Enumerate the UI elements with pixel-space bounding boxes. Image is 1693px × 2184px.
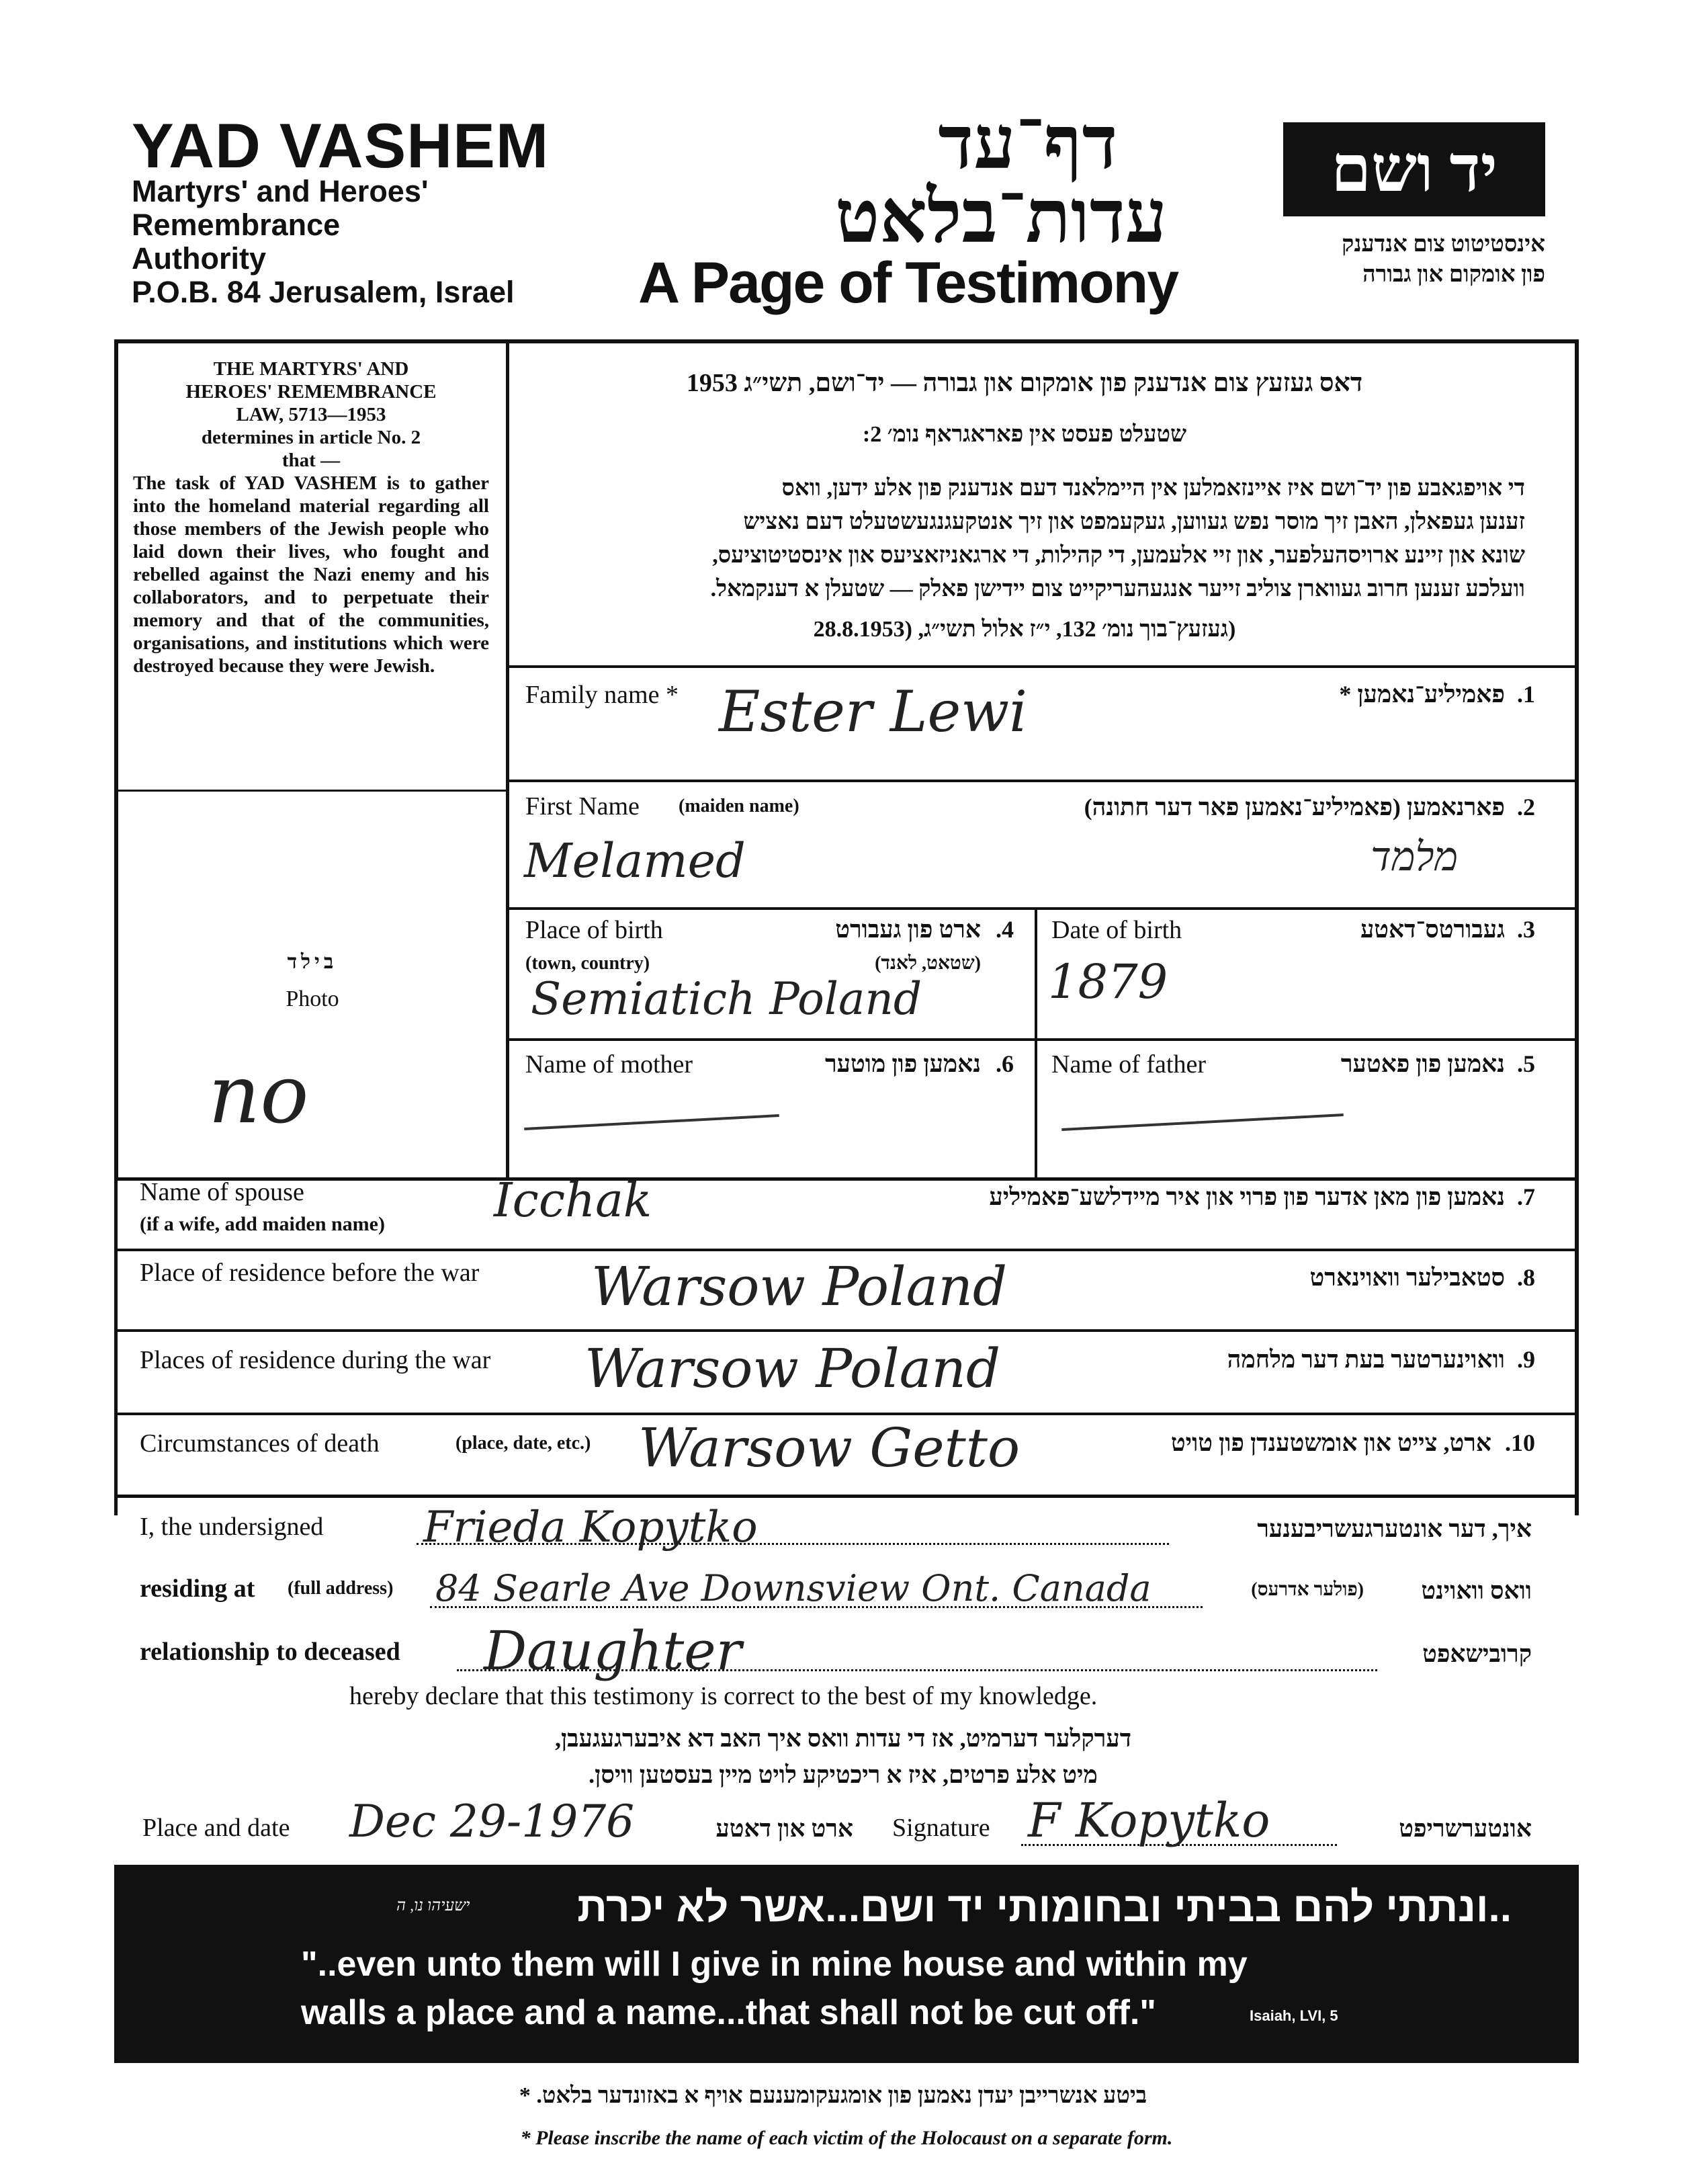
declaration-english: hereby declare that this testimony is correct to the best of my knowledge. [349,1682,1098,1710]
undersigned-value[interactable]: Frieda Kopytko [423,1503,758,1552]
footer-hebrew-note: ביטע אנשרייבן יעדן נאמען פון אומגעקומענעם אויף א באזונדער בלאט. * [519,2083,1147,2108]
field-number-1: .1 [1517,681,1535,708]
row-divider-9 [114,1495,1579,1498]
lower-left-border [114,1177,118,1515]
circumstances-of-death-note: (place, date, etc.) [455,1433,591,1454]
banner-citation: Isaiah, LVI, 5 [1250,2007,1338,2024]
first-name-note: (maiden name) [679,796,799,816]
banner-hebrew-verse: ..ונתתי להם בביתי ובחומותי יד ושם...אשר לא יכרת [577,1884,1512,1931]
field-number-7: .7 [1517,1183,1535,1210]
circumstances-of-death-label: Circumstances of death [140,1429,380,1458]
family-name-hebrew-label: פאמיליע־נאמען * [1339,681,1505,708]
undersigned-hebrew-label: איך, דער אונטערגעשריבענער [1257,1515,1532,1542]
intro-line-5: שונא און זיינע ארויסהעלפער, און זיי אלעמען, די קהילות, די ארגאניזאציעס און אינסטיטוציעס, [712,543,1525,568]
residence-before-war-label: Place of residence before the war [140,1259,480,1287]
form-top-border [114,339,1579,343]
field-number-3: .3 [1517,916,1535,943]
birth-parents-column-divider [1035,907,1037,1179]
hebrew-title-line-1: דף־עד [938,102,1118,184]
first-name-label: First Name [525,792,640,821]
place-of-birth-value[interactable]: Semiatich Poland [531,973,922,1025]
residence-before-war-hebrew-label: סטאבילער וואוינארט [1309,1264,1505,1291]
spouse-name-value[interactable]: Icchak [494,1173,652,1228]
photo-value[interactable]: no [208,1048,309,1142]
photo-hebrew-label: בילד [287,951,338,973]
place-date-label: Place and date [142,1814,290,1842]
spouse-name-label: Name of spouse [140,1178,304,1206]
org-line-2: Remembrance [132,208,341,242]
relationship-hebrew-label: קרובישאפט [1422,1640,1532,1667]
org-line-1: Martyrs' and Heroes' [132,174,429,208]
relationship-label: relationship to deceased [140,1638,400,1666]
row-divider-5 [114,1177,1579,1181]
first-name-hebrew-value[interactable]: מלמד [1371,833,1459,880]
place-of-birth-sub-en: (town, country) [525,953,650,974]
mother-name-label: Name of mother [525,1050,693,1079]
spouse-name-hebrew-label: נאמען פון מאן אדער פון פרוי און איר מיידלשע־פאמיליע [989,1183,1505,1210]
field-number-4: .4 [996,916,1014,943]
spouse-name-sub: (if a wife, add maiden name) [140,1213,385,1235]
law-line-4: determines in article No. 2 [201,427,421,448]
father-name-hebrew-label: נאמען פון פאטער [1340,1050,1505,1077]
row-divider-4 [509,1038,1575,1041]
photo-label: Photo [286,986,339,1011]
mother-name-dash [524,1114,779,1130]
relationship-value[interactable]: Daughter [484,1620,742,1682]
hebrew-title-line-2: עדות־בלאט [834,176,1168,258]
intro-line-2: שטעלט פעסט אין פאראגראף נומ׳ 2: [862,422,1187,447]
first-name-hebrew-label: פארנאמען (פאמיליע־נאמען פאר דער חתונה) [1084,794,1505,821]
residence-before-war-value[interactable]: Warsow Poland [591,1255,1008,1318]
row-divider-8 [114,1413,1579,1415]
law-text-block [133,358,489,677]
banner-hebrew-source: ישעיהו נו, ה [396,1897,470,1915]
date-of-birth-hebrew-label: געבורטס־דאטע [1360,916,1505,943]
law-line-3: LAW, 5713—1953 [236,404,386,425]
circumstances-of-death-hebrew-label: ארט, צייט און אומשטענדן פון טויט [1170,1429,1491,1456]
address-hebrew-note: (פולער אדרעס) [1251,1579,1364,1600]
place-of-birth-sub-hebrew: (שטאט, לאנד) [875,953,981,974]
law-line-5: that — [281,450,341,471]
row-divider-1 [509,665,1575,668]
org-line-4: P.O.B. 84 Jerusalem, Israel [132,275,515,309]
address-hebrew-label: וואס וואוינט [1421,1577,1532,1604]
intro-line-3: די אויפגאבע פון יד־ושם איז איינזאמלען אין היימלאנד דעם אנדענק פון אלע ידען, וואס [781,476,1525,501]
row-divider-6 [114,1249,1579,1251]
law-line-1: THE MARTYRS' AND [213,358,409,380]
declaration-hebrew-line-2: מיט אלע פרטים, איז א ריכטיקע לויט מיין בעסטען וויסן. [589,1761,1098,1788]
address-label: residing at [140,1574,255,1603]
field-number-5: .5 [1517,1050,1535,1077]
intro-line-7: (געזעץ־בוך נומ׳ 132, י״ז אלול תשי״ג, (28.8.1953 [813,617,1236,642]
logo-subtitle-2: פון אומקום און גבורה [1362,262,1545,287]
intro-line-6: וועלכע זענען חרוב געווארן צוליב זייער אנגעהעריקייט צום יידישן פאלק — שטעלן א דענקמאל. [710,577,1525,601]
row-divider-2 [509,780,1575,782]
father-name-label: Name of father [1051,1050,1206,1079]
form-right-border [1575,339,1579,1515]
law-body: The task of YAD VASHEM is to gather into the homeland material regarding all those members of the Jewish people who laid down their lives, who fought and rebelled against the Nazi enemy and his collaborators, and to perpetuate their memory and that of the communities, organisations, and institutions which were destroyed because they were Jewish. [133,472,489,677]
place-date-value[interactable]: Dec 29-1976 [349,1796,635,1847]
logo-subtitle-1: אינסטיטוט צום אנדענק [1342,232,1545,257]
mother-name-hebrew-label: נאמען פון מוטער [824,1050,981,1077]
banner-english-line-2: walls a place and a name...that shall not be cut off." [301,1993,1156,2032]
date-of-birth-value[interactable]: 1879 [1048,954,1168,1009]
family-name-label: Family name * [525,681,679,709]
family-name-value[interactable]: Ester Lewi [719,679,1028,745]
declaration-hebrew-line-1: דערקלער דערמיט, אז די עדות וואס איך האב דא איבערגעגעבן, [554,1725,1132,1752]
field-number-10: .10 [1505,1429,1535,1456]
signature-label: Signature [892,1814,990,1842]
form-left-border [114,339,118,1179]
place-of-birth-label: Place of birth [525,916,663,944]
residence-during-war-value[interactable]: Warsow Poland [584,1337,1001,1400]
page-title: A Page of Testimony [638,251,1178,315]
place-of-birth-hebrew-label: ארט פון געבורט [835,916,981,943]
signature-value[interactable]: F Kopytko [1028,1793,1270,1848]
intro-line-4: זענען געפאלן, האבן זיך מוסר נפש געווען, געקעמפט און זיך אנטקעגנגעשטעלט דעם נאציש [743,509,1525,534]
address-value[interactable]: 84 Searle Ave Downsview Ont. Canada [435,1567,1152,1609]
residence-during-war-hebrew-label: וואוינערטער בעת דער מלחמה [1227,1346,1505,1373]
field-number-2: .2 [1517,794,1535,821]
residence-during-war-label: Places of residence during the war [140,1346,491,1374]
field-number-6: .6 [996,1050,1014,1077]
scripture-banner [114,1865,1579,2063]
place-date-hebrew-label: ארט און דאטע [715,1815,853,1842]
org-line-3: Authority [132,241,266,276]
footer-english-note: * Please inscribe the name of each victim of the Holocaust on a separate form. [520,2127,1173,2149]
row-divider-7 [114,1329,1579,1332]
org-name: YAD VASHEM [132,110,550,181]
address-note: (full address) [288,1578,394,1599]
father-name-dash [1061,1114,1344,1131]
law-line-2: HEROES' REMEMBRANCE [185,381,437,403]
law-box-bottom-divider [118,790,506,792]
first-name-value[interactable]: Melamed [524,833,746,888]
banner-english-line-1: "..even unto them will I give in mine house and within my [301,1945,1248,1984]
field-number-8: .8 [1517,1264,1535,1291]
field-number-9: .9 [1517,1346,1535,1373]
date-of-birth-label: Date of birth [1051,916,1182,944]
intro-line-1: דאס געזעץ צום אנדענק פון אומקום און גבורה — יד־ושם, תשי״ג 1953 [686,369,1363,397]
row-divider-3 [509,907,1575,910]
signature-hebrew-label: אונטערשריפט [1399,1815,1532,1842]
yad-vashem-logo: יד ושם [1283,122,1545,216]
undersigned-label: I, the undersigned [140,1513,324,1541]
circumstances-of-death-value[interactable]: Warsow Getto [638,1417,1021,1479]
left-column-divider [506,339,509,1179]
